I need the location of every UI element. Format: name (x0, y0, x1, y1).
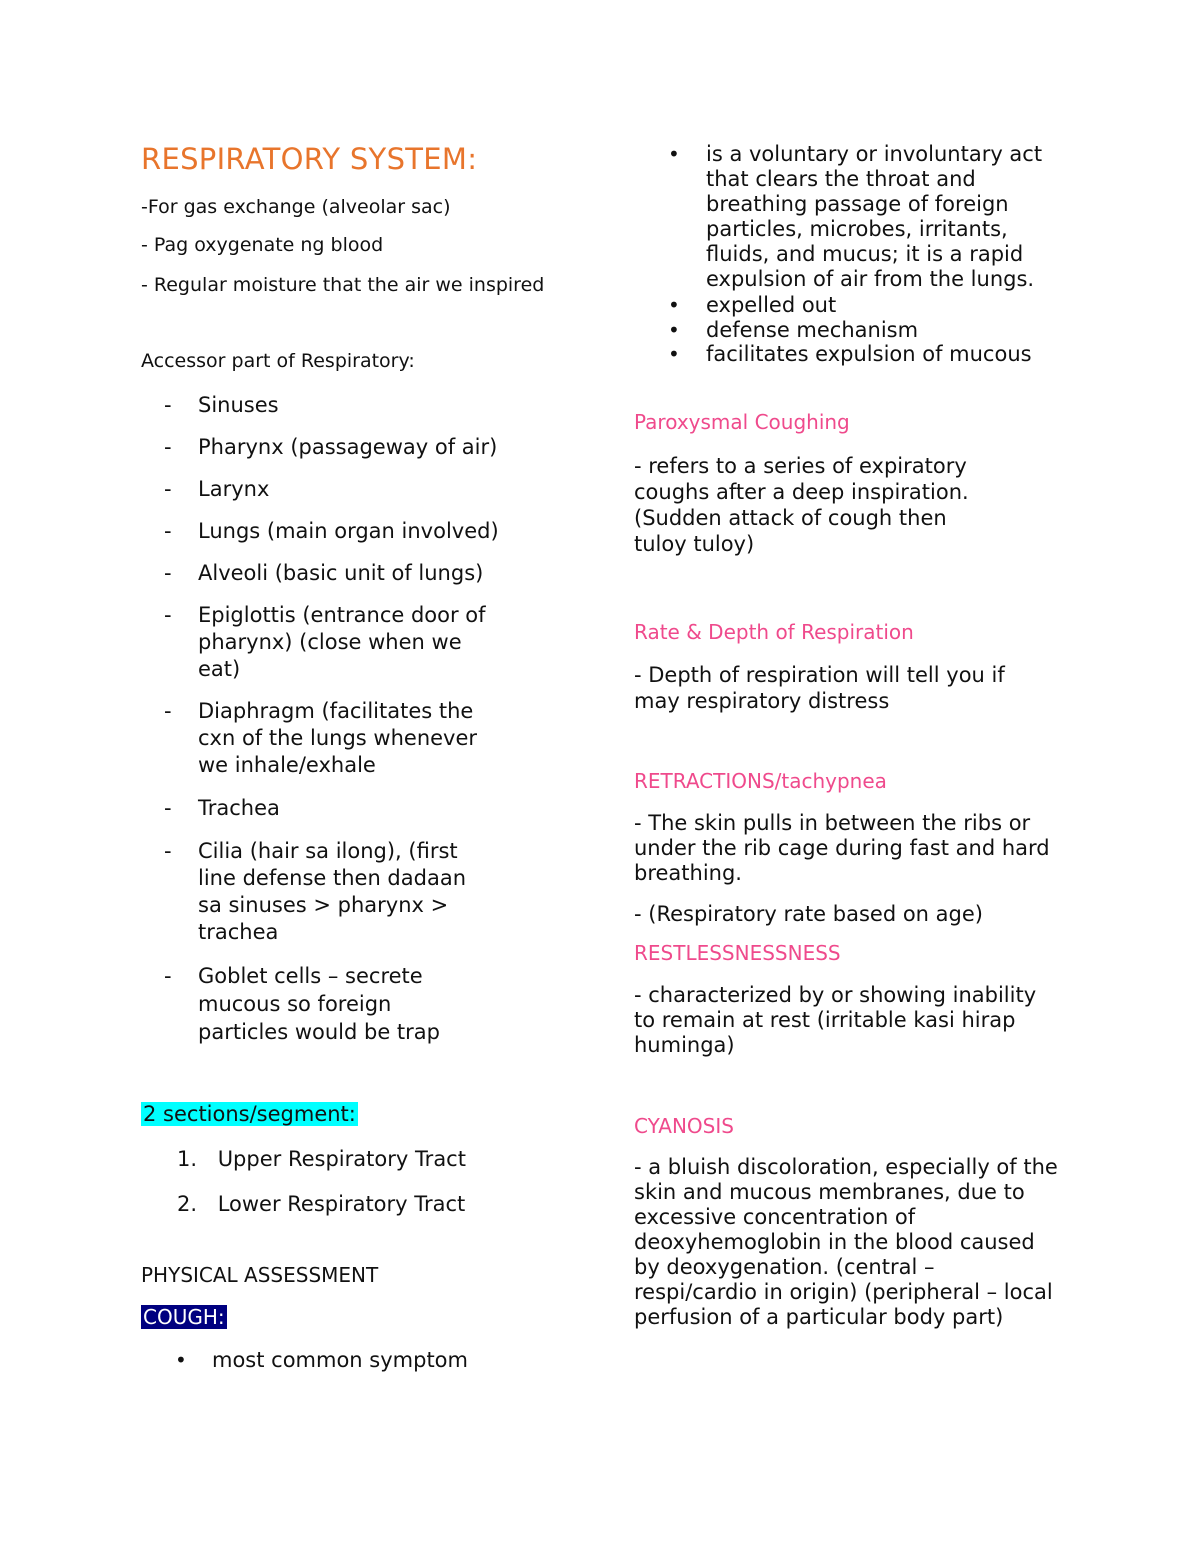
list-item-text: Trachea (198, 796, 280, 820)
dash-marker: - (164, 964, 172, 988)
item-number: 1. (176, 1147, 197, 1171)
bullet-marker: • (668, 142, 680, 166)
accessor-label: Accessor part of Respiratory: (141, 350, 415, 372)
bullet-marker: • (668, 293, 680, 317)
list-item-text: defense mechanism (706, 318, 919, 342)
list-item (164, 476, 528, 503)
list-item (668, 142, 1056, 292)
item-number: 2. (176, 1192, 197, 1216)
paroxysmal-text: - refers to a series of expiratory coughs after a deep inspiration. (Sudden attack of cough then tuloy tuloy) (634, 454, 969, 556)
numbered-item (139, 1147, 466, 1171)
page-title: RESPIRATORY SYSTEM: (141, 142, 478, 176)
list-item (164, 434, 528, 461)
list-item-text: expelled out (706, 293, 837, 317)
list-item (164, 602, 508, 683)
cough-heading (141, 1305, 227, 1329)
dash-marker: - (164, 603, 172, 627)
restlessness-text: - characterized by or showing inability to remain at rest (irritable kasi hirap huminga) (634, 983, 1037, 1057)
list-item (175, 1348, 572, 1373)
list-item (164, 795, 528, 822)
cyanosis-text: - a bluish discoloration, especially of the skin and mucous membranes, due to excessive concentration of deoxyhemoglobin in the blood caused by deoxygenation. (central – respi/cardio in origin) (peripheral – local perfusion of a particular body part) (634, 1155, 1058, 1329)
restlessness-heading: RESTLESSNESSNESS (634, 941, 841, 965)
list-item-text: Diaphragm (facilitates the cxn of the lungs whenever we inhale/exhale (198, 699, 478, 777)
list-item-text: Larynx (198, 477, 270, 501)
list-item-text: Goblet cells – secrete mucous so foreign particles would be trap (198, 964, 440, 1044)
bullet-marker: • (175, 1348, 187, 1372)
cyanosis-heading: CYANOSIS (634, 1114, 734, 1138)
dash-marker: - (164, 393, 172, 417)
list-item-text: Cilia (hair sa ilong), (first line defense then dadaan sa sinuses > pharynx > trachea (198, 839, 467, 944)
bullet-marker: • (668, 342, 680, 366)
dash-marker: - (164, 839, 172, 863)
list-item (668, 342, 1066, 367)
paroxysmal-heading: Paroxysmal Coughing (634, 410, 850, 434)
list-item (164, 962, 468, 1046)
retractions-text: - The skin pulls in between the ribs or under the rib cage during fast and hard breathing. (634, 811, 1050, 885)
list-item-text: Sinuses (198, 393, 279, 417)
dash-marker: - (164, 435, 172, 459)
list-item (164, 698, 498, 779)
numbered-item (139, 1192, 465, 1216)
list-item-text: Pharynx (passageway of air) (198, 435, 498, 459)
list-item (164, 518, 528, 545)
list-item (668, 318, 1066, 343)
list-item (164, 560, 528, 587)
cough-heading-text: COUGH: (143, 1305, 225, 1329)
rate-depth-heading: Rate & Depth of Respiration (634, 620, 914, 644)
item-label: Lower Respiratory Tract (217, 1192, 466, 1216)
dash-marker: - (164, 561, 172, 585)
item-label: Upper Respiratory Tract (217, 1147, 466, 1171)
intro-line: - Regular moisture that the air we inspired (141, 274, 545, 296)
list-item-text: is a voluntary or involuntary act that clears the throat and breathing passage of foreign particles, microbes, irritants, fluids, and mucus; it is a rapid expulsion of air from the lungs. (706, 142, 1043, 291)
retractions-note: - (Respiratory rate based on age) (634, 902, 983, 926)
list-item (668, 293, 1066, 318)
list-item-text: Epiglottis (entrance door of pharynx) (close when we eat) (198, 603, 486, 681)
bullet-marker: • (668, 318, 680, 342)
intro-line: -For gas exchange (alveolar sac) (141, 196, 451, 218)
dash-marker: - (164, 796, 172, 820)
list-item-text: most common symptom (212, 1348, 468, 1372)
sections-heading (141, 1102, 358, 1126)
list-item-text: facilitates expulsion of mucous (706, 342, 1032, 366)
rate-depth-text: - Depth of respiration will tell you if may respiratory distress (634, 663, 1005, 713)
dash-marker: - (164, 477, 172, 501)
dash-marker: - (164, 519, 172, 543)
dash-marker: - (164, 699, 172, 723)
list-item (164, 392, 528, 419)
list-item (164, 838, 488, 946)
sections-heading-text: 2 sections/segment: (143, 1102, 356, 1126)
intro-line: - Pag oxygenate ng blood (141, 234, 384, 256)
list-item-text: Alveoli (basic unit of lungs) (198, 561, 484, 585)
physical-assessment-heading: PHYSICAL ASSESSMENT (141, 1263, 379, 1287)
retractions-heading: RETRACTIONS/tachypnea (634, 769, 887, 793)
list-item-text: Lungs (main organ involved) (198, 519, 499, 543)
